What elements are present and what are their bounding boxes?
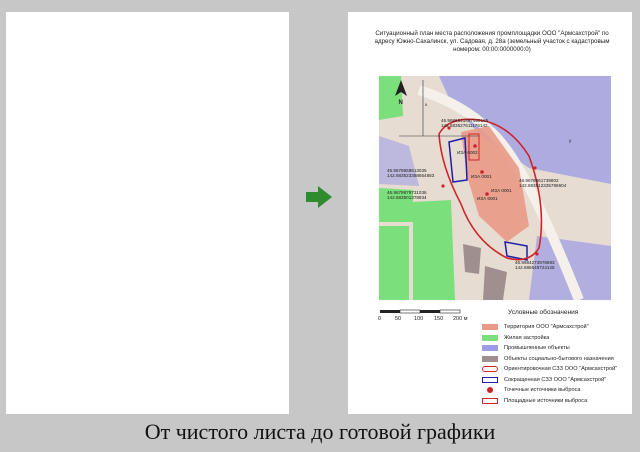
legend-item (482, 343, 632, 354)
coord-marker (535, 252, 538, 255)
scale-tick: 150 (434, 316, 444, 322)
legend-swatch (482, 345, 498, 351)
scale-segment (380, 310, 400, 313)
map-title-line: номером: 00:00:0000000:0) (453, 46, 531, 53)
legend-label: Промышленные объекты (504, 345, 570, 352)
legend-label: Точечные источники выброса (504, 387, 581, 394)
legend-item (482, 375, 632, 386)
legend-swatch (482, 387, 498, 393)
scale-tick: 200 м (453, 316, 468, 322)
legend-item (482, 364, 632, 375)
finished-map-sheet (348, 12, 632, 414)
coord-label: 46.9679869613035 142.683523388654883 (387, 168, 435, 178)
source-label: ИЗА 0001 (491, 188, 512, 193)
legend-swatch (482, 377, 498, 383)
social-object (463, 244, 481, 274)
scale-bar (378, 306, 478, 332)
coord-label: 46.9679879731036 142.683501378934 (387, 190, 427, 200)
caption: От чистого листа до готовой графики (144, 419, 496, 444)
legend-item (482, 333, 632, 344)
residential-zone (413, 200, 455, 300)
source-label: ИЗА 6001 (477, 196, 498, 201)
legend-label: Площадные источники выброса (504, 397, 588, 404)
source-label: ИЗА 0001 (471, 174, 492, 179)
blank-sheet (6, 12, 289, 414)
north-label: N (398, 100, 403, 106)
legend-item (482, 322, 632, 333)
legend-title: Условные обозначения (508, 309, 579, 316)
legend-swatch (482, 366, 498, 372)
axis-y-label: y (569, 138, 572, 143)
legend-swatch (482, 356, 498, 362)
legend-label: Сокращенная СЗЗ ООО "Армсахстрой" (504, 376, 607, 383)
coord-marker (533, 166, 536, 169)
situational-map (379, 76, 611, 300)
legend-label: Ориентировочная СЗЗ ООО "Армсахстрой" (504, 366, 618, 373)
legend-swatch (482, 335, 498, 341)
legend-swatch (482, 398, 498, 404)
residential-zone (379, 226, 409, 300)
legend (482, 322, 632, 406)
right-arrow-icon (306, 186, 332, 208)
scale-segment (420, 310, 440, 313)
social-object (483, 266, 507, 300)
map-title-line: Ситуационный план места расположения промплощадки ООО "Армсахстрой" по (375, 30, 609, 37)
residential-zone (379, 76, 403, 120)
legend-item (482, 354, 632, 365)
point-emission-source (473, 144, 477, 148)
scale-segment (400, 310, 420, 313)
coord-label: 46.9686641497565165 142.683527611176142 (441, 118, 489, 128)
coord-label: 46.9678861739802 142.683512335798604 (519, 178, 567, 188)
scale-tick: 0 (378, 316, 382, 322)
scale-segment (440, 310, 460, 313)
legend-label: Жилая застройка (504, 334, 550, 341)
source-label: ИЗА 6002 (457, 150, 478, 155)
coord-label: 46.9684273978683 142.686549724128 (515, 260, 555, 270)
legend-item (482, 396, 632, 407)
legend-label: Территория ООО "Армсахстрой" (504, 324, 589, 331)
scale-tick: 100 (414, 316, 424, 322)
legend-label: Объекты социально-бытового назначения (504, 355, 614, 362)
legend-item (482, 385, 632, 396)
legend-swatch (482, 324, 498, 330)
map-title (372, 30, 612, 54)
coord-marker (441, 184, 444, 187)
scale-tick: 50 (395, 316, 402, 322)
map-title-line: адресу Южно-Сахалинск, ул. Садовая, д. 28а (земельный участок с кадастровым (374, 38, 610, 45)
axis-x-label: x (425, 102, 428, 107)
